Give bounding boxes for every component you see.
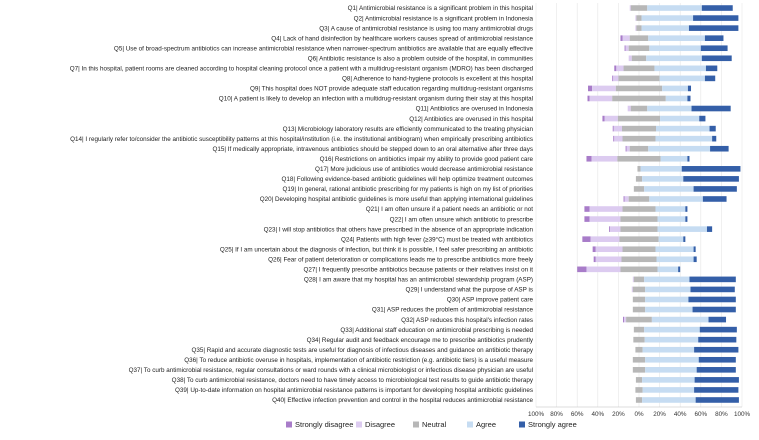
- question-label: Q32| ASP reduces this hospital's infection rates: [401, 316, 533, 324]
- bar-neutral: [623, 136, 656, 142]
- bar-strongly-agree: [693, 15, 738, 21]
- legend: [286, 420, 577, 429]
- question-label: Q36| To reduce antibiotic overuse in hospitals, implementation of antibiotic restriction (e.g. antibiotic tiers) is a useful measure: [184, 356, 533, 364]
- bar-neutral: [636, 377, 642, 383]
- bar-agree: [655, 206, 685, 212]
- legend-label: Disagree: [365, 420, 396, 429]
- legend-label: Neutral: [422, 420, 447, 429]
- question-label: Q18| Following evidence-based antibiotic guidelines will help optimize treatment outcomes: [281, 176, 533, 184]
- bar-strongly-agree: [694, 256, 697, 262]
- bar-disagree: [613, 76, 618, 82]
- bar-strongly-agree: [682, 166, 741, 172]
- legend-swatch: [286, 422, 292, 428]
- bar-agree: [666, 96, 688, 102]
- bar-agree: [645, 357, 699, 363]
- bar-neutral: [633, 357, 645, 363]
- x-tick-label: 100%: [527, 411, 545, 418]
- bar-strongly-disagree: [577, 267, 586, 273]
- x-tick-label: 80%: [715, 411, 728, 418]
- bar-strongly-disagree: [602, 116, 604, 122]
- legend-swatch: [413, 422, 419, 428]
- bar-agree: [658, 267, 679, 273]
- bar-disagree: [624, 317, 626, 323]
- bar-strongly-agree: [702, 5, 733, 11]
- x-tick-label: 40%: [591, 411, 605, 418]
- bar-disagree: [630, 5, 631, 11]
- bar-strongly-agree: [710, 146, 729, 152]
- bar-agree: [648, 146, 710, 152]
- bar-strongly-disagree: [620, 35, 622, 41]
- bar-strongly-agree: [685, 206, 687, 212]
- bar-strongly-disagree: [588, 96, 590, 102]
- bar-strongly-disagree: [612, 76, 613, 82]
- bar-disagree: [586, 267, 620, 273]
- question-label: Q1| Antimicrobial resistance is a significant problem in this hospital: [347, 5, 533, 13]
- question-labels: [70, 5, 534, 404]
- question-label: Q33| Additional staff education on antimicrobial prescribing is needed: [340, 326, 533, 334]
- bar-disagree: [604, 116, 617, 122]
- bar-agree: [660, 76, 705, 82]
- x-tick-label: 60%: [694, 411, 708, 418]
- bar-strongly-disagree: [593, 246, 596, 252]
- bar-strongly-agree: [697, 367, 736, 373]
- bar-strongly-agree: [695, 377, 739, 383]
- bar-disagree: [616, 66, 623, 72]
- question-label: Q20| Developing hospital antibiotic guidelines is more useful than applying international guidelines: [259, 196, 533, 204]
- bar-neutral: [634, 327, 644, 333]
- bar-disagree: [629, 55, 632, 61]
- question-label: Q35| Rapid and accurate diagnostic tests are useful for diagnosis of infectious diseases and guidance on antibiotic therapy: [191, 346, 533, 354]
- bar-disagree: [627, 146, 630, 152]
- bar-agree: [642, 176, 683, 182]
- bar-disagree: [626, 45, 629, 51]
- bar-disagree: [590, 216, 621, 222]
- question-label: Q27| I frequently prescribe antibiotics because patients or their relatives insist on it: [303, 266, 533, 274]
- bar-strongly-agree: [692, 106, 731, 112]
- bar-strongly-agree: [701, 45, 728, 51]
- bar-strongly-agree: [694, 387, 738, 393]
- bar-strongly-agree: [693, 307, 736, 313]
- bar-strongly-agree: [700, 327, 737, 333]
- bar-disagree: [623, 35, 630, 41]
- legend-item: [467, 420, 496, 429]
- question-label: Q6| Antibiotic resistance is also a problem outside of the hospital, in communities: [307, 55, 533, 63]
- bar-neutral: [621, 256, 656, 262]
- bar-agree: [658, 226, 707, 232]
- bar-neutral: [633, 337, 644, 343]
- bar-neutral: [630, 35, 649, 41]
- bar-neutral: [633, 297, 645, 303]
- question-label: Q28| I am aware that my hospital has an antimicrobial stewardship program (ASP): [303, 276, 533, 284]
- bar-agree: [659, 236, 684, 242]
- bar-agree: [645, 367, 697, 373]
- question-label: Q21| I am often unsure if a patient needs an antibiotic or not: [365, 206, 533, 214]
- bar-strongly-agree: [689, 25, 738, 31]
- bar-agree: [648, 35, 705, 41]
- bar-agree: [649, 45, 701, 51]
- bar-neutral: [620, 216, 657, 222]
- x-tick-label: 80%: [550, 411, 563, 418]
- bar-agree: [645, 297, 688, 303]
- legend-item: [413, 420, 447, 429]
- bar-agree: [655, 246, 693, 252]
- question-label: Q5| Use of broad-spectrum antibiotics can increase antimicrobial resistance when narrower-spectrum antibiotics are available that are equally effective: [113, 45, 533, 53]
- bar-strongly-agree: [694, 246, 696, 252]
- bar-strongly-agree: [696, 397, 739, 403]
- bar-strongly-agree: [685, 216, 687, 222]
- bar-neutral: [617, 156, 660, 162]
- bar-neutral: [629, 45, 650, 51]
- bar-strongly-agree: [699, 116, 705, 122]
- bar-agree: [662, 86, 688, 92]
- bar-agree: [644, 277, 689, 283]
- bar-strongly-agree: [705, 76, 715, 82]
- bar-agree: [645, 307, 692, 313]
- bar-strongly-disagree: [623, 317, 624, 323]
- bar-neutral: [635, 387, 642, 393]
- bar-disagree: [633, 277, 634, 283]
- bar-neutral: [633, 367, 645, 373]
- legend-item: [286, 420, 353, 429]
- question-label: Q17| More judicious use of antibiotics would decrease antimicrobial resistance: [315, 166, 533, 174]
- question-label: Q14| I regularly refer to/consider the antibiotic susceptibility patterns at this hospital/institution (i.e. the institutional antibiogram) when empirically prescribing antibiotics: [70, 135, 533, 143]
- bar-neutral: [623, 206, 656, 212]
- bar-strongly-agree: [683, 176, 739, 182]
- bar-strongly-agree: [694, 186, 737, 192]
- bar-neutral: [636, 176, 642, 182]
- bar-strongly-disagree: [626, 146, 627, 152]
- bar-neutral: [618, 116, 660, 122]
- question-label: Q23| I will stop antibiotics that others have prescribed in the absence of an appropriate indication: [263, 226, 533, 234]
- legend-item: [356, 420, 395, 429]
- bar-neutral: [624, 66, 655, 72]
- question-label: Q11| Antibiotics are overused in Indonesia: [415, 105, 533, 113]
- bar-agree: [642, 15, 694, 21]
- bar-strongly-disagree: [613, 126, 614, 132]
- bar-strongly-agree: [698, 337, 736, 343]
- bar-agree: [642, 397, 696, 403]
- question-label: Q34| Regular audit and feedback encourage me to prescribe antibiotics prudently: [306, 336, 533, 344]
- bar-agree: [649, 196, 703, 202]
- question-label: Q12| Antibiotics are overused in this hospital: [409, 115, 533, 123]
- question-label: Q9| This hospital does NOT provide adequate staff education regarding multidrug-resistant organisms: [249, 85, 533, 93]
- x-tick-label: 20%: [653, 411, 666, 418]
- bar-agree: [654, 66, 706, 72]
- bar-neutral: [619, 236, 658, 242]
- bar-agree: [643, 387, 695, 393]
- bar-neutral: [633, 287, 645, 293]
- bar-strongly-agree: [699, 357, 736, 363]
- bar-agree: [660, 116, 699, 122]
- bar-neutral: [620, 267, 657, 273]
- question-label: Q24| Patients with high fever (≥39°C) must be treated with antibiotics: [340, 236, 533, 244]
- bar-neutral: [631, 5, 647, 11]
- bar-agree: [656, 126, 710, 132]
- bar-disagree: [592, 156, 618, 162]
- question-label: Q40| Effective infection prevention and control in the hospital reduces antimicrobial resistance: [272, 397, 533, 405]
- bar-disagree: [635, 25, 636, 31]
- bar-neutral: [620, 226, 657, 232]
- bar-disagree: [591, 236, 620, 242]
- bar-strongly-disagree: [588, 86, 592, 92]
- bar-strongly-disagree: [584, 216, 589, 222]
- bar-disagree: [596, 246, 623, 252]
- bar-neutral: [633, 307, 645, 313]
- question-label: Q39| Up-to-date information on hospital antimicrobial resistance patterns is important for developing hospital antibiotic guidelines: [175, 387, 533, 395]
- question-label: Q3| A cause of antimicrobial resistance is using too many antimicrobial drugs: [319, 25, 533, 33]
- legend-item: [519, 420, 577, 429]
- bar-strongly-agree: [702, 55, 732, 61]
- bar-strongly-agree: [688, 297, 735, 303]
- bar-disagree: [614, 136, 622, 142]
- bar-disagree: [596, 256, 622, 262]
- bar-agree: [644, 186, 693, 192]
- bar-strongly-disagree: [594, 256, 596, 262]
- question-label: Q26| Fear of patient deterioration or complications leads me to prescribe antibiotics more freely: [268, 256, 533, 264]
- bar-neutral: [629, 196, 650, 202]
- bar-disagree: [590, 96, 613, 102]
- bar-disagree: [610, 226, 620, 232]
- question-label: Q10| A patient is likely to develop an infection with a multidrug-resistant organism during their stay at this hospital: [218, 95, 533, 103]
- bar-disagree: [628, 106, 631, 112]
- grid-layer: [536, 3, 742, 407]
- legend-label: Strongly agree: [528, 420, 577, 429]
- bar-strongly-agree: [688, 86, 691, 92]
- bar-neutral: [623, 246, 656, 252]
- bar-agree: [647, 5, 702, 11]
- question-label: Q16| Restrictions on antibiotics impair my ability to provide good patient care: [319, 155, 533, 163]
- legend-swatch: [519, 422, 525, 428]
- question-label: Q22| I am often unsure which antibiotic to prescribe: [389, 216, 533, 224]
- question-label: Q37| To curb antimicrobial resistance, regular consultations or ward rounds with a clinical microbiologist or infectious disease physician are useful: [128, 367, 533, 375]
- question-label: Q8| Adherence to hand-hygiene protocols is excellent at this hospital: [341, 75, 533, 83]
- bar-agree: [657, 256, 694, 262]
- bar-strongly-agree: [709, 317, 727, 323]
- bar-disagree: [592, 86, 616, 92]
- bar-agree: [655, 136, 712, 142]
- bar-neutral: [631, 106, 647, 112]
- question-label: Q15| If medically appropriate, intravenous antibiotics should be stepped down to an oral alternative after three days: [212, 145, 533, 153]
- bar-agree: [644, 327, 700, 333]
- bar-strongly-disagree: [613, 136, 614, 142]
- bar-neutral: [618, 76, 659, 82]
- bar-strongly-agree: [687, 156, 689, 162]
- bar-neutral: [616, 86, 662, 92]
- bar-strongly-agree: [710, 126, 716, 132]
- bar-neutral: [622, 126, 656, 132]
- bar-neutral: [636, 25, 641, 31]
- legend-swatch: [467, 422, 473, 428]
- question-label: Q38| To curb antimicrobial resistance, doctors need to have timely access to microbiological test results to guide antibiotic therapy: [171, 377, 533, 385]
- bar-strongly-disagree: [584, 206, 589, 212]
- question-label: Q19| In general, rational antibiotic prescribing for my patients is high on my list of priorities: [282, 186, 533, 194]
- bar-neutral: [635, 347, 642, 353]
- question-label: Q7| In this hospital, patient rooms are cleaned according to hospital cleaning protocol once a patient with a multidrug-resistant organism (MDRO) has been discharged: [69, 65, 533, 73]
- bar-agree: [658, 216, 686, 222]
- bar-strongly-agree: [707, 226, 712, 232]
- x-tick-label: 100%: [733, 411, 751, 418]
- bar-agree: [642, 377, 695, 383]
- question-label: Q29| I understand what the purpose of ASP is: [405, 286, 533, 294]
- legend-label: Agree: [476, 420, 497, 429]
- bars-layer: [577, 5, 740, 403]
- bar-agree: [643, 347, 695, 353]
- bar-agree: [647, 106, 691, 112]
- bar-neutral: [634, 186, 644, 192]
- legend-swatch: [356, 422, 362, 428]
- bar-strongly-disagree: [609, 226, 610, 232]
- bar-strongly-disagree: [624, 196, 625, 202]
- bar-strongly-agree: [712, 136, 716, 142]
- bar-neutral: [632, 55, 646, 61]
- bar-neutral: [626, 317, 652, 323]
- question-label: Q31| ASP reduces the problem of antimicrobial resistance: [371, 306, 533, 314]
- bar-strongly-disagree: [625, 45, 626, 51]
- bar-neutral: [636, 397, 642, 403]
- x-tick-label: 60%: [570, 411, 584, 418]
- bar-disagree: [590, 206, 623, 212]
- bar-strongly-agree: [694, 347, 738, 353]
- bar-agree: [661, 156, 688, 162]
- bar-agree: [646, 55, 702, 61]
- bar-neutral: [636, 15, 641, 21]
- legend-label: Strongly disagree: [295, 420, 354, 429]
- bar-agree: [645, 287, 690, 293]
- bar-disagree: [625, 196, 629, 202]
- bar-strongly-disagree: [586, 156, 591, 162]
- bar-neutral: [637, 166, 640, 172]
- question-label: Q30| ASP improve patient care: [446, 296, 533, 304]
- bar-neutral: [634, 277, 644, 283]
- bar-neutral: [630, 146, 649, 152]
- bar-agree: [641, 166, 682, 172]
- x-tick-label: 20%: [612, 411, 625, 418]
- bar-disagree: [614, 126, 622, 132]
- bar-strongly-agree: [687, 96, 690, 102]
- bar-disagree: [632, 287, 633, 293]
- bar-strongly-agree: [706, 66, 717, 72]
- bar-agree: [645, 337, 699, 343]
- question-label: Q25| If I am uncertain about the diagnosis of infection, but think it is possible, I feel safer prescribing an antibiotic: [219, 246, 533, 254]
- bar-strongly-disagree: [614, 66, 616, 72]
- bar-strongly-agree: [703, 196, 727, 202]
- question-label: Q2| Antimicrobial resistance is a significant problem in Indonesia: [353, 15, 533, 23]
- bar-strongly-disagree: [582, 236, 590, 242]
- x-axis-ticks: [528, 411, 751, 418]
- x-tick-label: 40%: [673, 411, 687, 418]
- x-tick-label: 0%: [634, 411, 644, 418]
- bar-strongly-agree: [678, 267, 680, 273]
- bar-strongly-agree: [683, 236, 685, 242]
- bar-disagree: [635, 15, 636, 21]
- bar-agree: [642, 25, 689, 31]
- question-label: Q4| Lack of hand disinfection by healthcare workers causes spread of antimicrobial resistance: [271, 35, 533, 43]
- bar-neutral: [612, 96, 666, 102]
- bar-agree: [652, 317, 709, 323]
- bar-strongly-agree: [689, 277, 735, 283]
- question-label: Q13| Microbiology laboratory results are efficiently communicated to the treating physician: [282, 125, 533, 133]
- bar-strongly-agree: [691, 287, 735, 293]
- bar-strongly-agree: [705, 35, 724, 41]
